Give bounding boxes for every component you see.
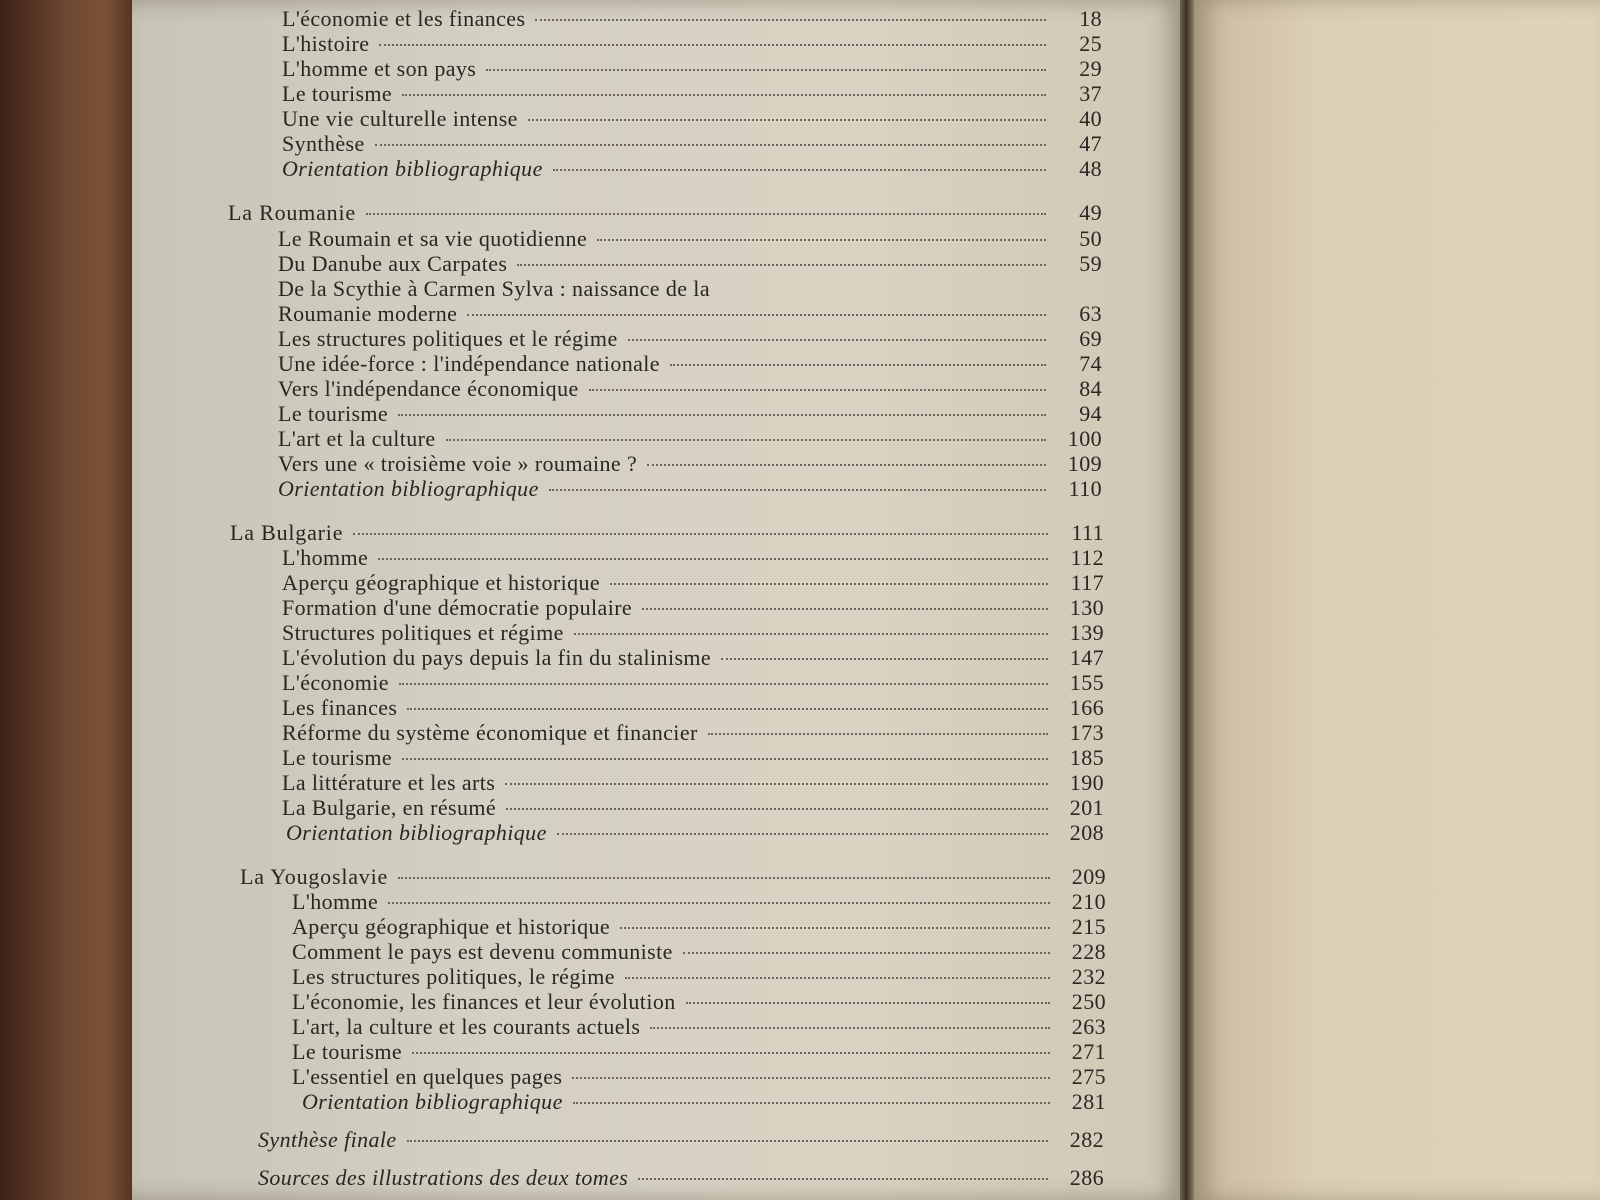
dot-leader (378, 558, 1048, 560)
toc-entry-page: 47 (1079, 131, 1102, 156)
toc-entry (278, 251, 1102, 277)
dot-leader (486, 69, 1046, 71)
toc-entry (292, 889, 1106, 915)
toc-entry-title: L'homme et son pays (282, 56, 477, 81)
toc-entry-page: 147 (1069, 645, 1104, 670)
toc-entry-title: Aperçu géographique et historique (292, 914, 611, 939)
toc-entry-title: Roumanie moderne (278, 301, 458, 326)
toc-entry-page: 74 (1079, 351, 1102, 376)
dot-leader (528, 119, 1046, 121)
toc-entry (292, 1064, 1106, 1090)
toc-entry (282, 695, 1104, 721)
toc-entry-page: 281 (1071, 1089, 1106, 1114)
toc-entry-title: L'évolution du pays depuis la fin du stalinisme (282, 645, 712, 670)
dot-leader (573, 1102, 1050, 1104)
toc-entry-title: Une vie culturelle intense (282, 106, 518, 131)
toc-entry-title: Réforme du système économique et financier (282, 720, 698, 745)
toc-entry (282, 81, 1102, 107)
dot-leader (647, 464, 1046, 466)
toc-entry-page: 84 (1079, 376, 1102, 401)
toc-entry-title: Orientation bibliographique (286, 820, 547, 845)
toc-entry-title: Le tourisme (282, 745, 393, 770)
toc-entry-page: 228 (1071, 939, 1106, 964)
toc-entry-title: La Roumanie (228, 200, 356, 225)
toc-section-heading (230, 520, 1104, 546)
dot-leader (517, 264, 1046, 266)
dot-leader (399, 683, 1048, 685)
dot-leader (398, 414, 1046, 416)
toc-entry-title: La Yougoslavie (240, 864, 389, 889)
toc-entry-page: 49 (1079, 200, 1102, 225)
toc-entry-page: 130 (1069, 595, 1104, 620)
toc-entry-title: Orientation bibliographique (278, 476, 539, 501)
dot-leader (407, 1140, 1048, 1142)
toc-entry-page: 50 (1079, 226, 1102, 251)
toc-entry-page: 117 (1070, 570, 1104, 595)
toc-entry-title: L'essentiel en quelques pages (292, 1064, 563, 1089)
toc-entry (292, 989, 1106, 1015)
toc-entry (278, 376, 1102, 402)
toc-entry (282, 745, 1104, 771)
toc-entry-page: 100 (1067, 426, 1102, 451)
toc-entry-page: 271 (1071, 1039, 1106, 1064)
toc-entry (282, 106, 1102, 132)
dot-leader (366, 213, 1046, 215)
toc-entry-title: Le tourisme (282, 81, 393, 106)
toc-entry-title: Les structures politiques et le régime (278, 326, 618, 351)
toc-entry-bibliography (278, 476, 1102, 502)
toc-entry-title: Structures politiques et régime (282, 620, 564, 645)
dot-leader (353, 533, 1048, 535)
toc-entry-title: L'homme (282, 545, 369, 570)
dot-leader (402, 758, 1048, 760)
toc-entry (292, 964, 1106, 990)
toc-entry-title: La littérature et les arts (282, 770, 496, 795)
toc-entry (282, 620, 1104, 646)
toc-entry-illustration-sources (258, 1165, 1104, 1191)
toc-entry (278, 301, 1102, 327)
toc-entry (282, 31, 1102, 57)
toc-entry-page: 63 (1079, 301, 1102, 326)
toc-entry-title: Orientation bibliographique (282, 156, 543, 181)
dot-leader (467, 314, 1046, 316)
toc-entry-title: Synthèse finale (258, 1127, 397, 1152)
toc-entry-page: 208 (1069, 820, 1104, 845)
toc-entry-title: L'homme (292, 889, 379, 914)
toc-entry-page: 209 (1071, 864, 1106, 889)
toc-entry-page: 185 (1069, 745, 1104, 770)
toc-entry-title: Formation d'une démocratie populaire (282, 595, 633, 620)
toc-entry-page: 232 (1071, 964, 1106, 989)
toc-section-heading (228, 200, 1102, 226)
toc-entry (282, 545, 1104, 571)
toc-entry-page: 282 (1069, 1127, 1104, 1152)
toc-entry (278, 326, 1102, 352)
toc-entry-bibliography (282, 156, 1102, 182)
toc-entry (282, 56, 1102, 82)
dot-leader (642, 608, 1048, 610)
dot-leader (379, 44, 1046, 46)
dot-leader (638, 1178, 1048, 1180)
dot-leader (506, 808, 1048, 810)
dot-leader (597, 239, 1046, 241)
toc-entry-title: Les finances (282, 695, 398, 720)
toc-entry-page: 250 (1071, 989, 1106, 1014)
dot-leader (407, 708, 1048, 710)
toc-section-heading (240, 864, 1106, 890)
toc-entry-page: 215 (1071, 914, 1106, 939)
toc-entry (278, 351, 1102, 377)
toc-entry-bibliography (286, 820, 1104, 846)
toc-entry-title: L'économie (282, 670, 389, 695)
toc-entry-page: 109 (1067, 451, 1102, 476)
toc-entry-page: 94 (1079, 401, 1102, 426)
toc-entry-page: 37 (1079, 81, 1102, 106)
toc-entry-page: 263 (1071, 1014, 1106, 1039)
toc-entry-title: Les structures politiques, le régime (292, 964, 615, 989)
toc-entry-page: 48 (1079, 156, 1102, 181)
toc-entry (282, 770, 1104, 796)
toc-entry-title: La Bulgarie, en résumé (282, 795, 497, 820)
dot-leader (589, 389, 1046, 391)
dot-leader (625, 977, 1050, 979)
dot-leader (683, 952, 1050, 954)
toc-entry-page: 210 (1071, 889, 1106, 914)
toc-entry-title: Sources des illustrations des deux tomes (258, 1165, 629, 1190)
toc-entry-page: 111 (1071, 520, 1104, 545)
toc-entry-page: 190 (1069, 770, 1104, 795)
toc-entry (282, 645, 1104, 671)
toc-entry-page: 69 (1079, 326, 1102, 351)
dot-leader (535, 19, 1046, 21)
toc-entry-title: Le Roumain et sa vie quotidienne (278, 226, 588, 251)
toc-entry-title: Du Danube aux Carpates (278, 251, 508, 276)
toc-entry (278, 226, 1102, 252)
dot-leader (375, 144, 1046, 146)
toc-entry-title: Vers l'indépendance économique (278, 376, 579, 401)
dot-leader (388, 902, 1050, 904)
dot-leader (721, 658, 1048, 660)
dot-leader (628, 339, 1046, 341)
dot-leader (398, 877, 1050, 879)
toc-entry-title: Une idée-force : l'indépendance nationale (278, 351, 660, 376)
toc-entry (278, 426, 1102, 452)
dot-leader (549, 489, 1046, 491)
toc-entry-page: 29 (1079, 56, 1102, 81)
toc-entry (278, 401, 1102, 427)
toc-entry (282, 131, 1102, 157)
toc-entry-page: 166 (1069, 695, 1104, 720)
toc-entry-title: De la Scythie à Carmen Sylva : naissance de la (278, 276, 710, 301)
toc-entry (282, 6, 1102, 32)
dot-leader (557, 833, 1048, 835)
dot-leader (402, 94, 1046, 96)
toc-entry-page: 275 (1071, 1064, 1106, 1089)
dot-leader (610, 583, 1048, 585)
dot-leader (620, 927, 1050, 929)
dot-leader (574, 633, 1048, 635)
toc-entry-page: 139 (1069, 620, 1104, 645)
toc-entry-page: 112 (1070, 545, 1104, 570)
toc-entry-title: L'économie, les finances et leur évolution (292, 989, 676, 1014)
toc-entry-title: L'art et la culture (278, 426, 436, 451)
toc-entry (292, 939, 1106, 965)
toc-entry (282, 720, 1104, 746)
toc-entry-page: 59 (1079, 251, 1102, 276)
toc-entry-title: L'histoire (282, 31, 370, 56)
dot-leader (553, 169, 1046, 171)
toc-entry (282, 570, 1104, 596)
toc-entry-final-synthesis (258, 1127, 1104, 1153)
toc-entry-title: L'art, la culture et les courants actuels (292, 1014, 641, 1039)
toc-entry-title: Aperçu géographique et historique (282, 570, 601, 595)
toc-entry (292, 1039, 1106, 1065)
dot-leader (572, 1077, 1050, 1079)
toc-entry-page: 201 (1069, 795, 1104, 820)
toc-entry-page: 173 (1069, 720, 1104, 745)
toc-entry-page: 18 (1079, 6, 1102, 31)
toc-entry-title: Orientation bibliographique (302, 1089, 563, 1114)
toc-entry-title: L'économie et les finances (282, 6, 526, 31)
dot-leader (412, 1052, 1050, 1054)
dot-leader (650, 1027, 1050, 1029)
toc-entry-page: 286 (1069, 1165, 1104, 1190)
toc-entry-page: 25 (1079, 31, 1102, 56)
toc-entry-title: La Bulgarie (230, 520, 344, 545)
dot-leader (446, 439, 1046, 441)
toc-entry (292, 914, 1106, 940)
toc-entry (282, 795, 1104, 821)
toc-entry-title: Comment le pays est devenu communiste (292, 939, 673, 964)
toc-entry-bibliography (302, 1089, 1106, 1115)
toc-entry (292, 1014, 1106, 1040)
toc-entry (282, 595, 1104, 621)
toc-entry-title: Le tourisme (278, 401, 389, 426)
toc-entry-title: Le tourisme (292, 1039, 403, 1064)
toc-entry-title: Vers une « troisième voie » roumaine ? (278, 451, 638, 476)
dot-leader (708, 733, 1048, 735)
toc-entry (282, 670, 1104, 696)
dot-leader (670, 364, 1046, 366)
dot-leader (505, 783, 1048, 785)
dot-leader (686, 1002, 1050, 1004)
toc-entry-multiline-start (278, 276, 1102, 302)
toc-entry (278, 451, 1102, 477)
toc-entry-title: Synthèse (282, 131, 365, 156)
toc-entry-page: 155 (1069, 670, 1104, 695)
toc-entry-page: 110 (1068, 476, 1102, 501)
toc-entry-page: 40 (1079, 106, 1102, 131)
